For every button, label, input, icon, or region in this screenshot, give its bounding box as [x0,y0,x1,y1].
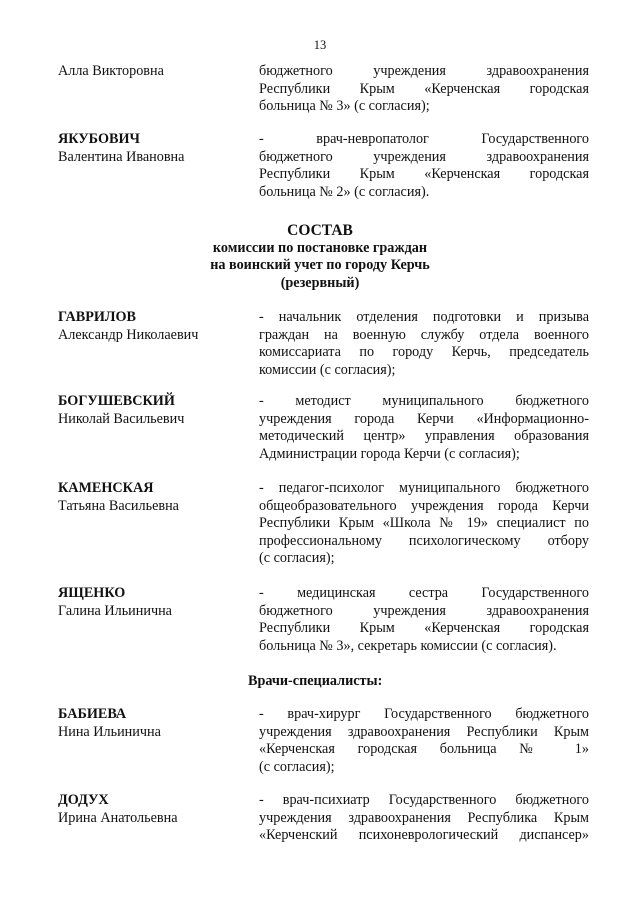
page-number: 13 [313,38,327,52]
description-line: профессиональному психологическому отбору [259,532,589,549]
member-given-name: Галина Ильинична [58,602,172,619]
member-description [259,131,589,201]
description-line: учреждения здравоохранения Республика Крым [259,809,589,826]
member-name [58,480,248,515]
member-surname: БОГУШЕВСКИЙ [58,393,175,409]
description-line: - врач-психиатр Государственного бюджетного [259,792,589,808]
member-description [259,63,589,116]
member-name [58,393,248,428]
description-line: комиссариата по городу Керчь, председатель [259,344,589,360]
member-description [259,706,589,776]
description-line: - медицинская сестра Государственного [259,585,589,601]
description-line: общеобразовательного учреждения города Керчи [259,497,589,514]
description-line: Республики Крым «Школа № 19» специалист по [259,515,589,531]
member-given-name: Нина Ильинична [58,723,161,740]
member-name [58,585,248,620]
description-line: - врач-хирург Государственного бюджетного [259,706,589,722]
section-heading [130,222,510,292]
member-given-name: Александр Николаевич [58,326,199,343]
description-line: бюджетного учреждения здравоохранения [259,148,589,165]
doctors-subheading: Врачи-специалисты: [248,673,383,689]
member-description [259,393,589,463]
member-surname: КАМЕНСКАЯ [58,480,154,496]
member-name [58,792,248,827]
description-line: Республики Крым «Керченская городская [259,620,589,636]
member-surname: ЯЩЕНКО [58,585,126,601]
description-line: - методист муниципального бюджетного [259,393,589,409]
description-line: методический центр» управления образования [259,428,589,444]
member-given-name: Валентина Ивановна [58,148,185,165]
heading-line: комиссии по постановке граждан [212,239,428,256]
heading-line: (резервный) [280,274,360,291]
description-line: Республики Крым «Керченская городская [259,166,589,182]
description-line: бюджетного учреждения здравоохранения [259,63,589,79]
description-line: больница № 2» (с согласия). [259,183,430,200]
heading-line: на воинский учет по городу Керчь [210,257,430,273]
heading-title: СОСТАВ [287,222,353,239]
description-line: «Керченская городская больница № 1» [259,741,589,757]
description-line: Республики Крым «Керченская городская [259,80,589,97]
member-surname: ЯКУБОВИЧ [58,131,140,147]
description-line: - начальник отделения подготовки и призыва [259,309,589,325]
description-line: учреждения города Керчи «Информационно- [259,410,589,427]
member-name [58,63,248,81]
member-description [259,585,589,655]
member-given-name: Николай Васильевич [58,410,185,427]
description-line: (с согласия); [259,758,335,775]
member-description [259,480,589,568]
member-description [259,792,589,845]
member-name [58,131,248,166]
description-line: больница № 3» (с согласия); [259,98,430,114]
description-line: комиссии (с согласия); [259,361,396,378]
member-surname: БАБИЕВА [58,706,127,722]
description-line: бюджетного учреждения здравоохранения [259,602,589,619]
description-line: учреждения здравоохранения Республики Крым [259,723,589,740]
description-line: «Керченский психоневрологический диспансер» [259,827,589,843]
description-line: граждан на военную службу отдела военного [259,326,589,343]
member-name [58,706,248,741]
member-surname: ГАВРИЛОВ [58,309,136,325]
description-line: Администрации города Керчи (с согласия); [259,445,520,462]
member-name [58,309,248,344]
member-given-name: Татьяна Васильевна [58,497,179,514]
description-line: (с согласия); [259,550,335,566]
description-line: больница № 3», секретарь комиссии (с согласия). [259,637,557,654]
member-description [259,309,589,379]
member-given-name: Алла Викторовна [58,63,164,79]
description-line: - врач-невропатолог Государственного [259,131,589,147]
member-surname: ДОДУХ [58,792,109,808]
description-line: - педагог-психолог муниципального бюджетного [259,480,589,496]
member-given-name: Ирина Анатольевна [58,809,178,826]
